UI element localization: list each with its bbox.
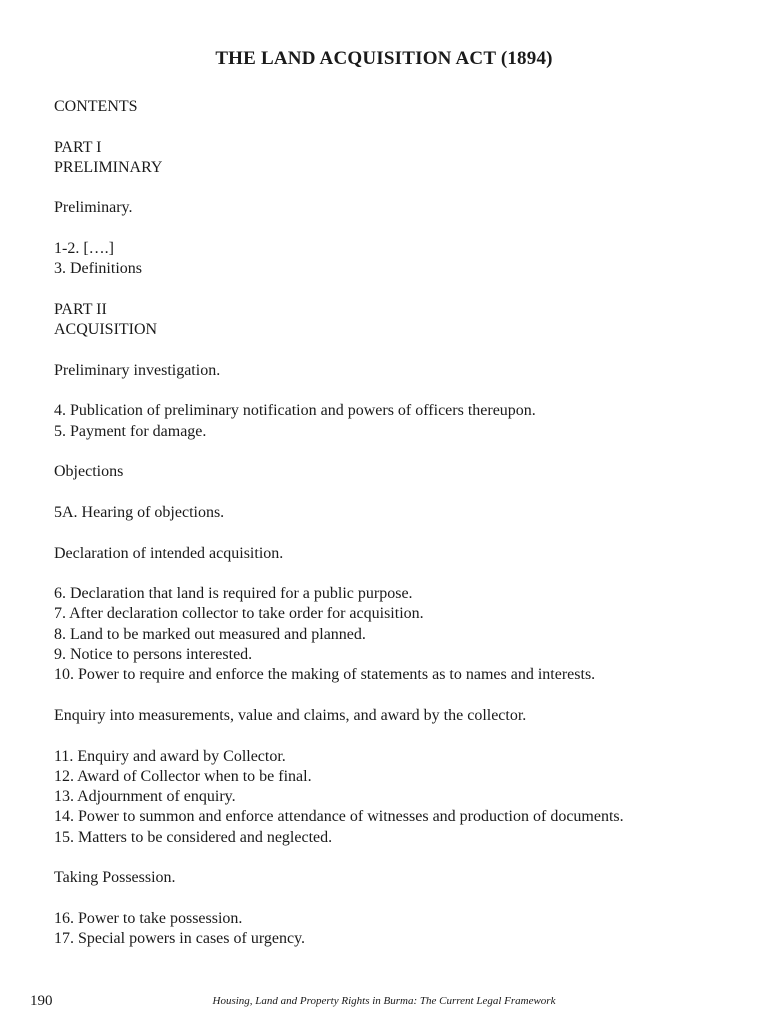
running-footer-title: Housing, Land and Property Rights in Burma: The Current Legal Framework [212,995,556,1007]
section-item: 13. Adjournment of enquiry. [54,788,236,806]
section-item: 14. Power to summon and enforce attendance of witnesses and production of documents. [54,808,624,826]
section-group-heading: Preliminary investigation. [54,361,221,379]
section-group-heading: Preliminary. [54,199,133,217]
section-item: 7. After declaration collector to take order for acquisition. [54,605,424,623]
section-item: 17. Special powers in cases of urgency. [54,930,306,948]
section-item: 5A. Hearing of objections. [54,503,225,521]
section-item: 5. Payment for damage. [54,422,207,440]
section-item: 8. Land to be marked out measured and planned. [54,625,366,643]
contents-heading: CONTENTS [54,98,138,115]
section-item: 12. Award of Collector when to be final. [54,767,312,785]
section-item: 11. Enquiry and award by Collector. [54,747,286,765]
section-item: 3. Definitions [54,260,142,278]
contents-list [54,97,734,949]
section-group-heading: Taking Possession. [54,869,176,887]
section-item: 16. Power to take possession. [54,909,243,927]
part-label: PART I [54,138,102,156]
section-item: 1-2. [….] [54,240,114,258]
page-number: 190 [30,993,53,1009]
part-name: ACQUISITION [54,321,158,339]
section-item: 15. Matters to be considered and neglected. [54,828,333,846]
section-group-heading: Declaration of intended acquisition. [54,544,284,562]
section-item: 6. Declaration that land is required for a public purpose. [54,585,413,603]
section-group-heading: Objections [54,463,124,481]
page-footer [0,993,768,1013]
page-title: THE LAND ACQUISITION ACT (1894) [215,48,553,69]
section-item: 9. Notice to persons interested. [54,646,253,664]
part-name: PRELIMINARY [54,158,163,176]
section-item: 4. Publication of preliminary notification and powers of officers thereupon. [54,402,536,420]
section-group-heading: Enquiry into measurements, value and claims, and award by the collector. [54,706,527,724]
part-label: PART II [54,300,107,318]
section-item: 10. Power to require and enforce the making of statements as to names and interests. [54,666,596,684]
